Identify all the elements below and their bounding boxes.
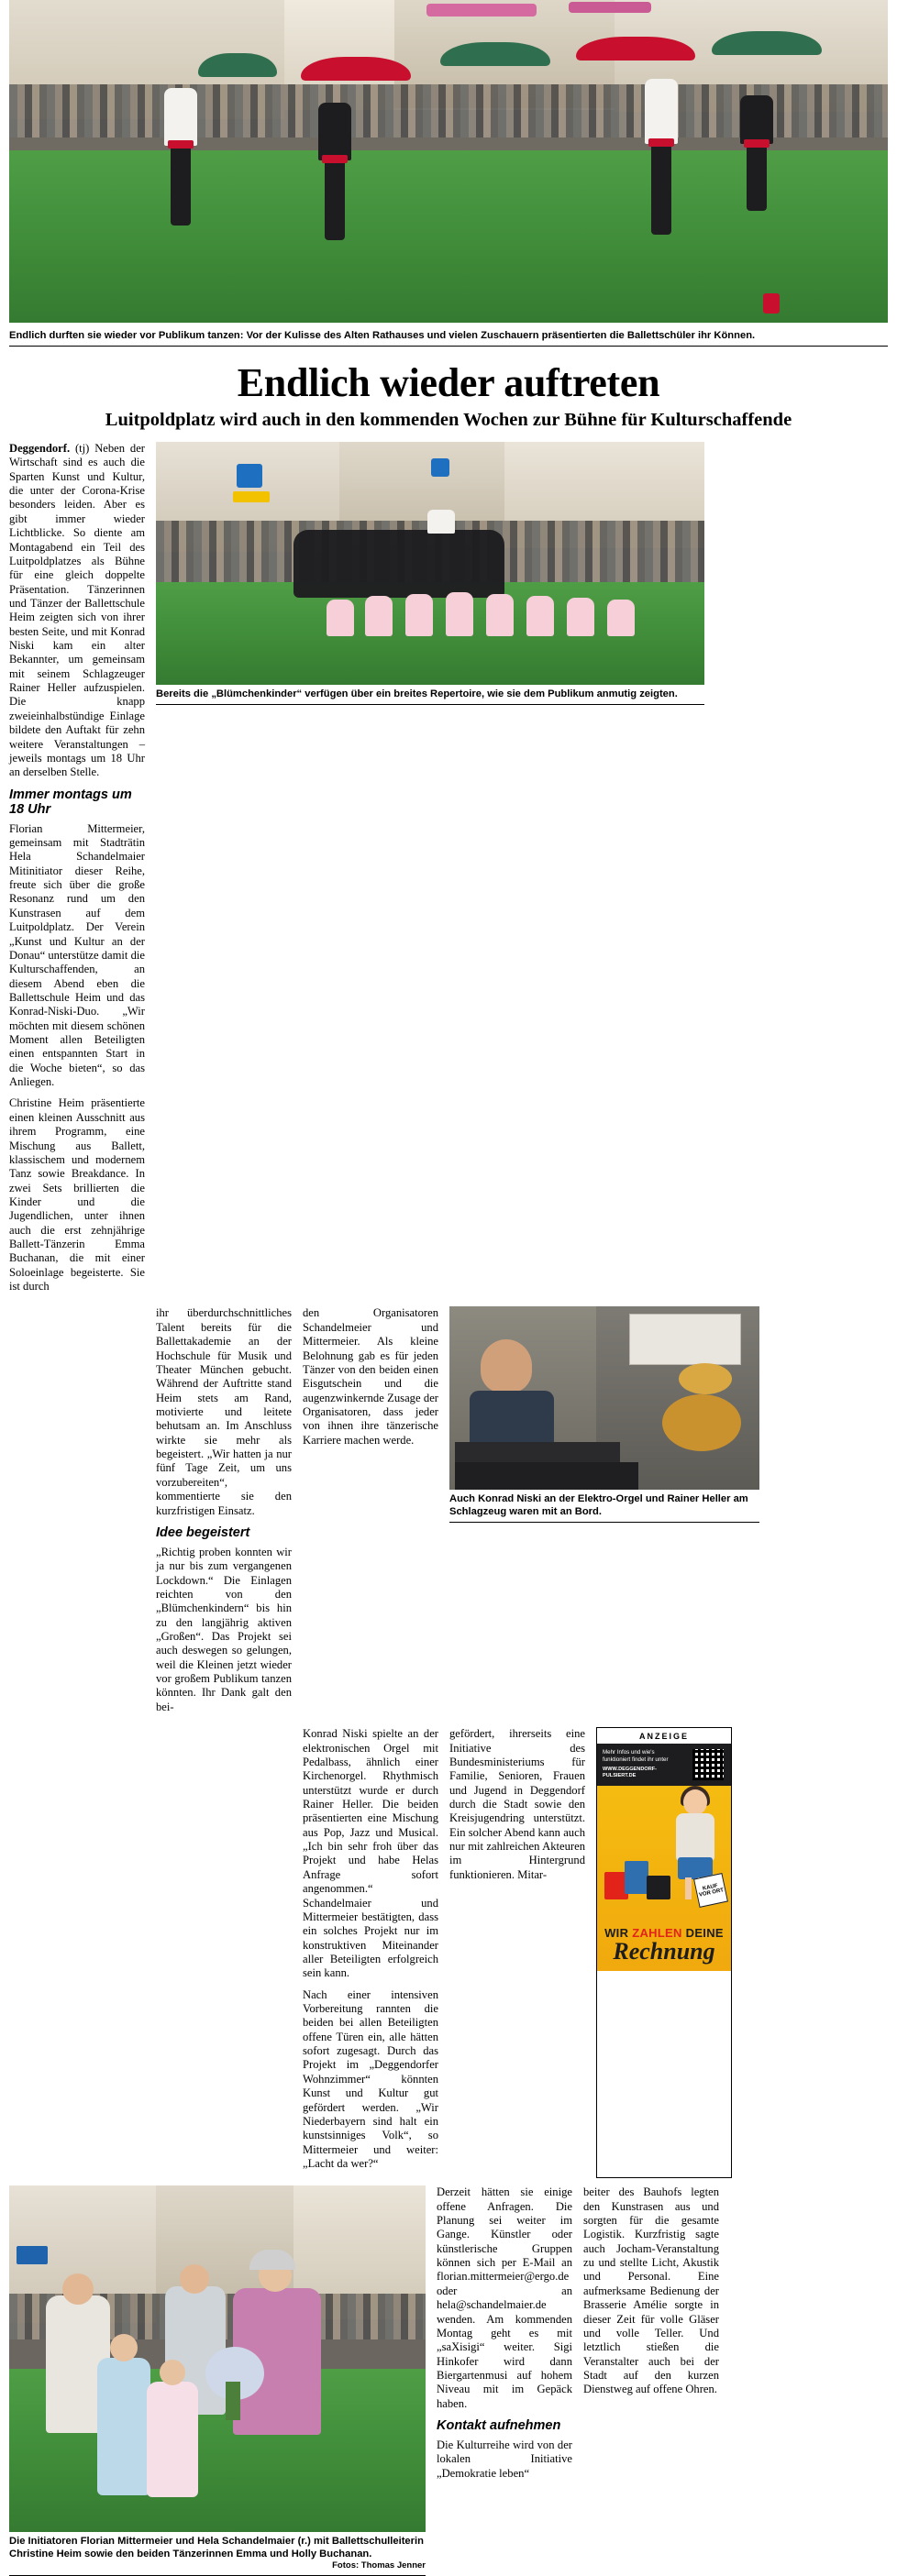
col4-paragraph-2: beiter des Bauhofs legten den Kunstrasen aus und sorgten für die gesamte Logistik. Kurzfristig sagte auch Jocham-Veranstaltung zu und stellte Licht, Akustik und Personal. Eine aufmerksame Bedienung der Brasserie Amélie sorgte in dieser Zeit für volle Gläser und volle Teller. Und letztlich stießen die Veranstalter auch bei der Stadt auf den kurzen Dienstweg auf offene Ohren. — [583, 2185, 719, 2396]
col3-paragraph-2: Konrad Niski spielte an der elektronischen Orgel mit Pedalbass, ähnlich einer Kirchenorgel. Rhythmisch unterstützt wurde er durch Rainer Heller. Die beiden präsentierten eine Mischung aus Pop, Jazz und Musical. „Ich bin sehr froh über das Projekt und habe Helas Anfrage sofort angenommen.“ Schandelmaier und Mittermeier bestätigten, dass ein solches Projekt nur im konstruktiven Miteinander aller Beteiligten erfolgreich sein kann. — [303, 1727, 438, 1980]
ad-claim — [597, 1926, 731, 1964]
photo-mid-caption: Bereits die „Blümchenkinder“ verfügen über ein breites Repertoire, wie sie dem Publikum anmutig zeigten. — [156, 685, 704, 705]
ad-label: ANZEIGE — [638, 1732, 689, 1742]
column-4 — [449, 1727, 585, 2178]
col2-paragraph-2: „Richtig proben konnten wir ja nur bis zum vergangenen Lockdown.“ Die Einlagen reichten von den „Blümchenkindern“ bis hin zu den langjährig aktiven „Großen“. Das Projekt sei auch deswegen so gelungen, weil die Kleinen jetzt wieder vor großem Publikum tanzen könnten. Ihr Dank galt den bei- — [156, 1545, 292, 1713]
photo-top — [9, 0, 888, 323]
col3-paragraph-5: Die Kulturreihe wird von der lokalen Initiative „Demokratie leben“ — [437, 2438, 572, 2480]
bottom-photo-block — [9, 2185, 426, 2576]
qr-code-icon[interactable] — [692, 1749, 724, 1780]
photo-organ — [449, 1306, 759, 1490]
column-3-continued — [303, 1727, 438, 2178]
page-title: Endlich wieder auftreten — [237, 360, 660, 405]
col1-paragraph-2: Christine Heim präsentierte einen kleinen Ausschnitt aus ihrem Programm, eine Mischung aus Ballett, klassischem und modernem Tanz sowie Breakdance. In zwei Sets brillierten die Kinder und die Jugendlichen, unter ihnen auch die erst zehnjährige Ballett-Tänzerin Emma Buchanan, die mit einer Soloeinlage begeisterte. Sie ist durch — [9, 1096, 145, 1294]
photo-top-caption: Endlich durften sie wieder vor Publikum tanzen: Vor der Kulisse des Alten Rathauses und vielen Zuschauern präsentierten die Ballettschüler ihr Können. — [9, 326, 888, 347]
column-4-bottom — [583, 2185, 719, 2576]
col3-paragraph-1: den Organisatoren Schandelmeier und Mittermeier. Als kleine Belohnung gab es für jeden Tänzer von den beiden einen Eisgutschein und die augenzwinkernde Zusage der Organisatoren, dass jeder von ihnen ihre tänzerische Karriere machen werde. — [303, 1306, 438, 1447]
col4-paragraph-1: gefördert, ihrerseits eine Initiative des Bundesministeriums für Familie, Senioren, Frauen und Jugend in Deggendorf durch die Stadt sowie den Kreisjugendring unterstützt. Ein solcher Abend kann auch nur mit zahlreichen Akteuren im Hintergrund funktionieren. Mitar- — [449, 1727, 585, 1881]
ad-claim-line2: Rechnung — [613, 1938, 715, 1965]
column-1 — [9, 442, 145, 1301]
lower-content-row — [9, 1727, 888, 2178]
advertisement[interactable] — [596, 1727, 732, 2178]
middle-content-row — [9, 1306, 888, 1722]
top-content-row — [9, 442, 888, 1301]
col1-paragraph-1: Florian Mittermeier, gemeinsam mit Stadträtin Hela Schandelmaier Mitinitiator dieser Reihe, freute sich über die große Resonanz rund um den Kunstrasen auf dem Luitpoldplatz. Der Verein „Kunst und Kultur an der Donau“ unterstütze damit die Kulturschaffenden, an diesem Abend eben die Ballettschule Heim und das Konrad-Niski-Duo. „Wir möchten mit diesem schönen Moment allen Beteiligten einen entspannten Start in die Woche bieten“, so das Anliegen. — [9, 821, 145, 1089]
ad-top-text: Mehr Infos und wie's funktioniert findet ihr unter — [603, 1749, 669, 1763]
photo-organ-caption: Auch Konrad Niski an der Elektro-Orgel und Rainer Heller am Schlagzeug waren mit an Bord. — [449, 1490, 759, 1523]
ad-header-bar — [597, 1744, 731, 1786]
photo-bottom-caption — [9, 2532, 426, 2576]
subheading-3: Kontakt aufnehmen — [437, 2418, 561, 2434]
ad-body[interactable] — [597, 1744, 731, 1971]
ad-claim-part3: DEINE — [681, 1926, 724, 1941]
column-3 — [303, 1306, 438, 1722]
bottom-content-row — [9, 2185, 888, 2576]
col3-paragraph-4: Derzeit hätten sie einige offene Anfragen. Die Planung sei weiter im Gange. Künstler oder künstlerische Gruppen können sich per E-Mail an florian.mittermeier@ergo.de oder an hela@schandelmaier.de wenden. Am kommenden Montag geht es mit „saXisigi“ weiter. Sigi Hinkofer wird dann Biergartenmusi auf hohem Niveau mit im Gepäck haben. — [437, 2185, 572, 2410]
photo-bottom-caption-text: Die Initiatoren Florian Mittermeier und Hela Schandelmaier (r.) mit Ballettschulleiterin Christine Heim sowie den beiden Tänzerinnen Emma und Holly Buchanan. — [9, 2536, 424, 2560]
column-3-bottom — [437, 2185, 572, 2576]
dateline: Deggendorf. — [9, 442, 71, 455]
photo-credit: Fotos: Thomas Jenner — [332, 2560, 426, 2571]
lead-text: (tj) Neben der Wirtschaft sind es auch die Sparten Kunst und Kultur, die unter der Corona-Krise besonders leiden. Aber es gibt immer wieder Lichtblicke. So diente am Montagabend ein Teil des Luitpoldplatzes als Bühne für eine gleich doppelte Präsentation. Tänzerinnen und Tänzer der Ballettschule Heim zeigten sich von ihrer besten Seite, und mit Konrad Niski kam ein alter Bekannter, um gemeinsam mit seinem Schlagzeuger Rainer Heller aufzuspielen. Die knapp zweieinhalbstündige Einlage bildete den Auftakt für zehn weitere Veranstaltungen – jeweils montags um 18 Uhr an derselben Stelle. — [9, 442, 145, 779]
column-2 — [156, 1306, 292, 1722]
mid-photo-block — [156, 442, 704, 1301]
subheading-1: Immer montags um 18 Uhr — [9, 787, 132, 817]
ad-claim-part1: WIR — [604, 1926, 633, 1941]
ad-url[interactable]: WWW.DEGGENDORF-PULSIERT.DE — [603, 1766, 658, 1778]
organ-photo-block — [449, 1306, 759, 1722]
ad-claim-part2: ZAHLEN — [632, 1926, 682, 1941]
lead-paragraph — [9, 442, 145, 780]
col3-paragraph-3: Nach einer intensiven Vorbereitung rannten die beiden bei allen Beteiligten offene Türen ein, alle hätten sofort zugesagt. Durch das Projekt im „Deggendorfer Wohnzimmer“ könnten Kunst und Kultur gut gefördert werden. „Wir Niederbayern sind halt ein kunstsinniges Volk“, so Mittermeier und weiter: „Lacht da wer?“ — [303, 1987, 438, 2170]
subheading-2: Idee begeistert — [156, 1525, 250, 1540]
col2-paragraph-1: ihr überdurchschnittliches Talent bereits für die Ballettakademie an der Hochschule für Musik und Theater München gebucht. Während der Auftritte stand Heim stets am Rand, motivierte und leitete behutsam an. Im Anschluss wirkte sie mehr als begeistert. „Wir hatten ja nur fünf Tage Zeit, um uns vorzubereiten“, kommentierte sie den kurzfristigen Einsatz. — [156, 1306, 292, 1517]
page-subtitle: Luitpoldplatz wird auch in den kommenden Wochen zur Bühne für Kulturschaffende — [105, 410, 792, 430]
photo-bottom — [9, 2185, 426, 2532]
ad-price-tag: KAUF VOR ORT — [693, 1873, 728, 1908]
photo-mid — [156, 442, 704, 685]
